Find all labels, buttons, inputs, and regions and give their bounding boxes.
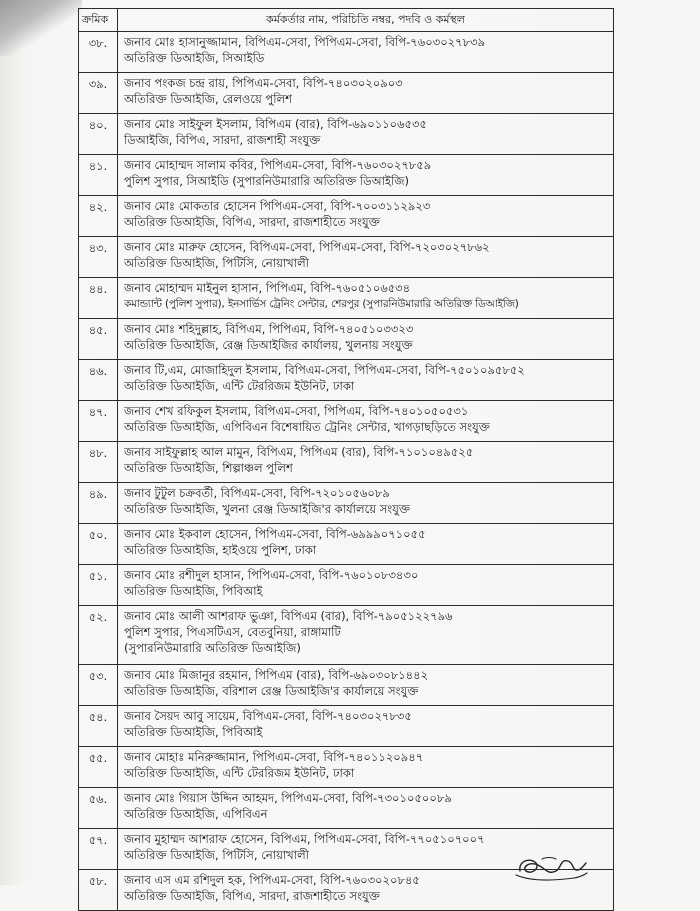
serial-number: ৫৪. [79, 706, 118, 747]
serial-number: ৩৮. [79, 32, 118, 73]
table-row [79, 114, 614, 155]
serial-number: ৪৫. [79, 319, 118, 360]
officer-details [118, 319, 614, 360]
officer-name-line: জনাব মোহাম্মদ মাইনুল হাসান, পিপিএম, বিপি-৭৬০৫১০৬৫৩৪ [124, 281, 411, 295]
officer-name-line: জনাব টুটুল চক্রবর্তী, বিপিএম-সেবা, বিপি-৭২০১০৫৬০৮৯ [124, 486, 390, 500]
officer-details [118, 196, 614, 237]
officer-details [118, 483, 614, 524]
serial-number: ৪২. [79, 196, 118, 237]
officer-posting-note: (সুপারনিউমারারি অতিরিক্ত ডিআইজি) [124, 641, 301, 655]
table-row [79, 747, 614, 788]
officer-details [118, 524, 614, 565]
serial-number: ৫১. [79, 565, 118, 606]
officer-posting-line: অতিরিক্ত ডিআইজি, এপিবিএন [124, 807, 268, 821]
table-row [79, 401, 614, 442]
table-header-row [79, 9, 614, 32]
officer-details [118, 747, 614, 788]
officer-posting-line: পুলিশ সুপার, সিআইডি (সুপারনিউমারারি অতিরিক্ত ডিআইজি) [124, 174, 410, 188]
officer-name-line: জনাব মুহাম্মদ আশরাফ হোসেন, বিপিএম, পিপিএম-সেবা, বিপি-৭৭০৫১০৭০০৭ [124, 832, 485, 846]
officer-name-line: জনাব মোঃ গিয়াস উদ্দিন আহমদ, পিপিএম-সেবা, বিপি-৭৩০১০৫০০৮৯ [124, 791, 452, 805]
serial-number: ৪৯. [79, 483, 118, 524]
table-row [79, 32, 614, 73]
table-row [79, 565, 614, 606]
officer-details [118, 114, 614, 155]
officer-name-line: জনাব মোঃ মোকতার হোসেন পিপিএম-সেবা, বিপি-৭০০৩১১২৯২৩ [124, 199, 431, 213]
serial-number: ৫৩. [79, 665, 118, 706]
serial-number: ৪৪. [79, 278, 118, 319]
officer-name-line: জনাব মোঃ শহিদুল্লাহ, বিপিএম, পিপিএম, বিপি-৭৪০৫১০৩৩২৩ [124, 322, 414, 336]
serial-number: ৫৭. [79, 829, 118, 870]
serial-number: ৫৮. [79, 870, 118, 911]
table-row [79, 278, 614, 319]
officer-posting-line: অতিরিক্ত ডিআইজি, এন্টি টেররিজম ইউনিট, ঢাকা [124, 379, 355, 393]
officer-posting-line: অতিরিক্ত ডিআইজি, বিপিএ, সারদা, রাজশাহীতে সংযুক্ত [124, 889, 380, 903]
officer-details [118, 32, 614, 73]
officer-name-line: জনাব মোঃ ইকবাল হোসেন, পিপিএম-সেবা, বিপি-৬৯৯৯০৭১০৫৫ [124, 527, 426, 541]
officer-name-line: জনাব টি,এম, মোজাহিদুল ইসলাম, বিপিএম-সেবা, পিপিএম-সেবা, বিপি-৭৫০১০৯৫৮৫২ [124, 363, 525, 377]
officer-posting-line: কমান্ড্যান্ট (পুলিশ সুপার), ইনসার্ভিস ট্রেনিং সেন্টার, শেরপুর (সুপারনিউমারারি অতিরিক্ত ডিআইজি) [124, 298, 519, 310]
serial-number: ৪৬. [79, 360, 118, 401]
officer-posting-line: পুলিশ সুপার, পিএসটিএস, বেতবুনিয়া, রাঙ্গামাটি [124, 625, 341, 639]
table-row [79, 155, 614, 196]
officer-details [118, 360, 614, 401]
serial-number: ৪১. [79, 155, 118, 196]
officer-name-line: জনাব মোঃ হাসানুজ্জামান, বিপিএম-সেবা, পিপিএম-সেবা, বিপি-৭৬০৩০২৭৮৩৯ [124, 35, 486, 49]
serial-number: ৪৮. [79, 442, 118, 483]
officer-posting-line: অতিরিক্ত ডিআইজি, সিআইডি [124, 51, 265, 65]
officer-posting-line: অতিরিক্ত ডিআইজি, পিটিসি, নোয়াখালী [124, 256, 309, 270]
table-row [79, 483, 614, 524]
officer-name-line: জনাব মোঃ রশীদুল হাসান, পিপিএম-সেবা, বিপি-৭৬০১০৮৩৪৩০ [124, 568, 419, 582]
serial-number: ৪৩. [79, 237, 118, 278]
table-row [79, 360, 614, 401]
table-row [79, 442, 614, 483]
officer-posting-line: অতিরিক্ত ডিআইজি, পিবিআই [124, 725, 263, 739]
officer-name-line: জনাব শেখ রফিকুল ইসলাম, বিপিএম-সেবা, পিপিএম, বিপি-৭৪০১০৫০৫৩১ [124, 404, 469, 418]
scan-shadow [0, 0, 82, 56]
officer-name-line: জনাব মোঃ মিজানুর রহমান, পিপিএম (বার), বিপি-৬৯০৩০৮১৪৪২ [124, 668, 429, 682]
serial-number: ৪৭. [79, 401, 118, 442]
officer-name-line: জনাব মোঃ আলী আশরাফ ভুঞা, বিপিএম (বার), বিপি-৭৯০৫১২২৭৯৬ [124, 609, 453, 623]
officer-name-line: জনাব মোঃ সাইফুল ইসলাম, বিপিএম (বার), বিপি-৬৯০১১০৬৫৩৫ [124, 117, 427, 131]
officer-posting-line: অতিরিক্ত ডিআইজি, শিল্পাঞ্চল পুলিশ [124, 461, 293, 475]
officer-posting-line: অতিরিক্ত ডিআইজি, পিটিসি, নোয়াখালী [124, 848, 309, 862]
serial-number: ৩৯. [79, 73, 118, 114]
officer-name-line: জনাব মোহাঃ মনিরুজ্জামান, পিপিএম-সেবা, বিপি-৭৪০১১২০৯৪৭ [124, 750, 424, 764]
officer-posting-line: অতিরিক্ত ডিআইজি, এপিবিএন বিশেষায়িত ট্রেনিং সেন্টার, খাগড়াছড়িতে সংযুক্ত [124, 420, 490, 434]
officer-posting-line: অতিরিক্ত ডিআইজি, রেঞ্জ ডিআইজির কার্যালয়, খুলনায় সংযুক্ত [124, 338, 413, 352]
officer-posting-line: অতিরিক্ত ডিআইজি, রেলওয়ে পুলিশ [124, 92, 292, 106]
officer-details [118, 788, 614, 829]
serial-number: ৪০. [79, 114, 118, 155]
officer-list-table [78, 8, 614, 911]
officer-posting-line: অতিরিক্ত ডিআইজি, হাইওয়ে পুলিশ, ঢাকা [124, 543, 317, 557]
serial-number: ৫০. [79, 524, 118, 565]
signature [512, 851, 590, 883]
table-row [79, 319, 614, 360]
officer-name-line: জনাব পংকজ চন্দ্র রায়, পিপিএম-সেবা, বিপি-৭৪০৩০২০৯০৩ [124, 76, 403, 90]
officer-details [118, 606, 614, 665]
table-row [79, 524, 614, 565]
serial-number: ৫৬. [79, 788, 118, 829]
officer-posting-line: অতিরিক্ত ডিআইজি, বিপিএ, সারদা, রাজশাহীতে সংযুক্ত [124, 215, 380, 229]
officer-details [118, 73, 614, 114]
serial-number: ৫২. [79, 606, 118, 665]
officer-posting-line: অতিরিক্ত ডিআইজি, পিবিআই [124, 584, 263, 598]
officer-posting-line: অতিরিক্ত ডিআইজি, এন্টি টেররিজম ইউনিট, ঢাকা [124, 766, 355, 780]
officer-name-line: জনাব সৈয়দ আবু সায়েম, বিপিএম-সেবা, বিপি-৭৪০৩০২৭৮৩৫ [124, 709, 412, 723]
table-row [79, 73, 614, 114]
details-column-header: কর্মকর্তার নাম, পরিচিতি নম্বর, পদবি ও কর্মস্থল [118, 9, 614, 32]
officer-details [118, 665, 614, 706]
officer-posting-line: অতিরিক্ত ডিআইজি, খুলনা রেঞ্জ ডিআইজি'র কার্যালয়ে সংযুক্ত [124, 502, 410, 516]
officer-posting-line: ডিআইজি, বিপিএ, সারদা, রাজশাহী সংযুক্ত [124, 133, 321, 147]
officer-details [118, 401, 614, 442]
table-row [79, 606, 614, 665]
officer-details [118, 706, 614, 747]
table-row [79, 706, 614, 747]
officer-details [118, 155, 614, 196]
table-row [79, 196, 614, 237]
officer-posting-line: অতিরিক্ত ডিআইজি, বরিশাল রেঞ্জ ডিআইজি'র কার্যালয়ে সংযুক্ত [124, 684, 419, 698]
officer-name-line: জনাব মোঃ মারুফ হোসেন, বিপিএম-সেবা, পিপিএম-সেবা, বিপি-৭২০৩০২৭৮৬২ [124, 240, 490, 254]
officer-name-line: জনাব মোহাম্মদ সালাম কবির, পিপিএম-সেবা, বিপি-৭৬০৩০২৭৮৫৯ [124, 158, 432, 172]
table-row [79, 665, 614, 706]
officer-name-line: জনাব সাইফুল্লাহ আল মামুন, বিপিএম, পিপিএম (বার), বিপি-৭১০১০৪৯৫২৫ [124, 445, 474, 459]
officer-details [118, 565, 614, 606]
table-row [79, 788, 614, 829]
officer-details [118, 237, 614, 278]
serial-column-header: ক্রমিক [79, 9, 118, 32]
table-row [79, 237, 614, 278]
officer-name-line: জনাব এস এম রশিদুল হক, পিপিএম-সেবা, বিপি-৭৬০৩০২০৮৪৫ [124, 873, 420, 887]
serial-number: ৫৫. [79, 747, 118, 788]
officer-details [118, 278, 614, 319]
officer-details [118, 442, 614, 483]
